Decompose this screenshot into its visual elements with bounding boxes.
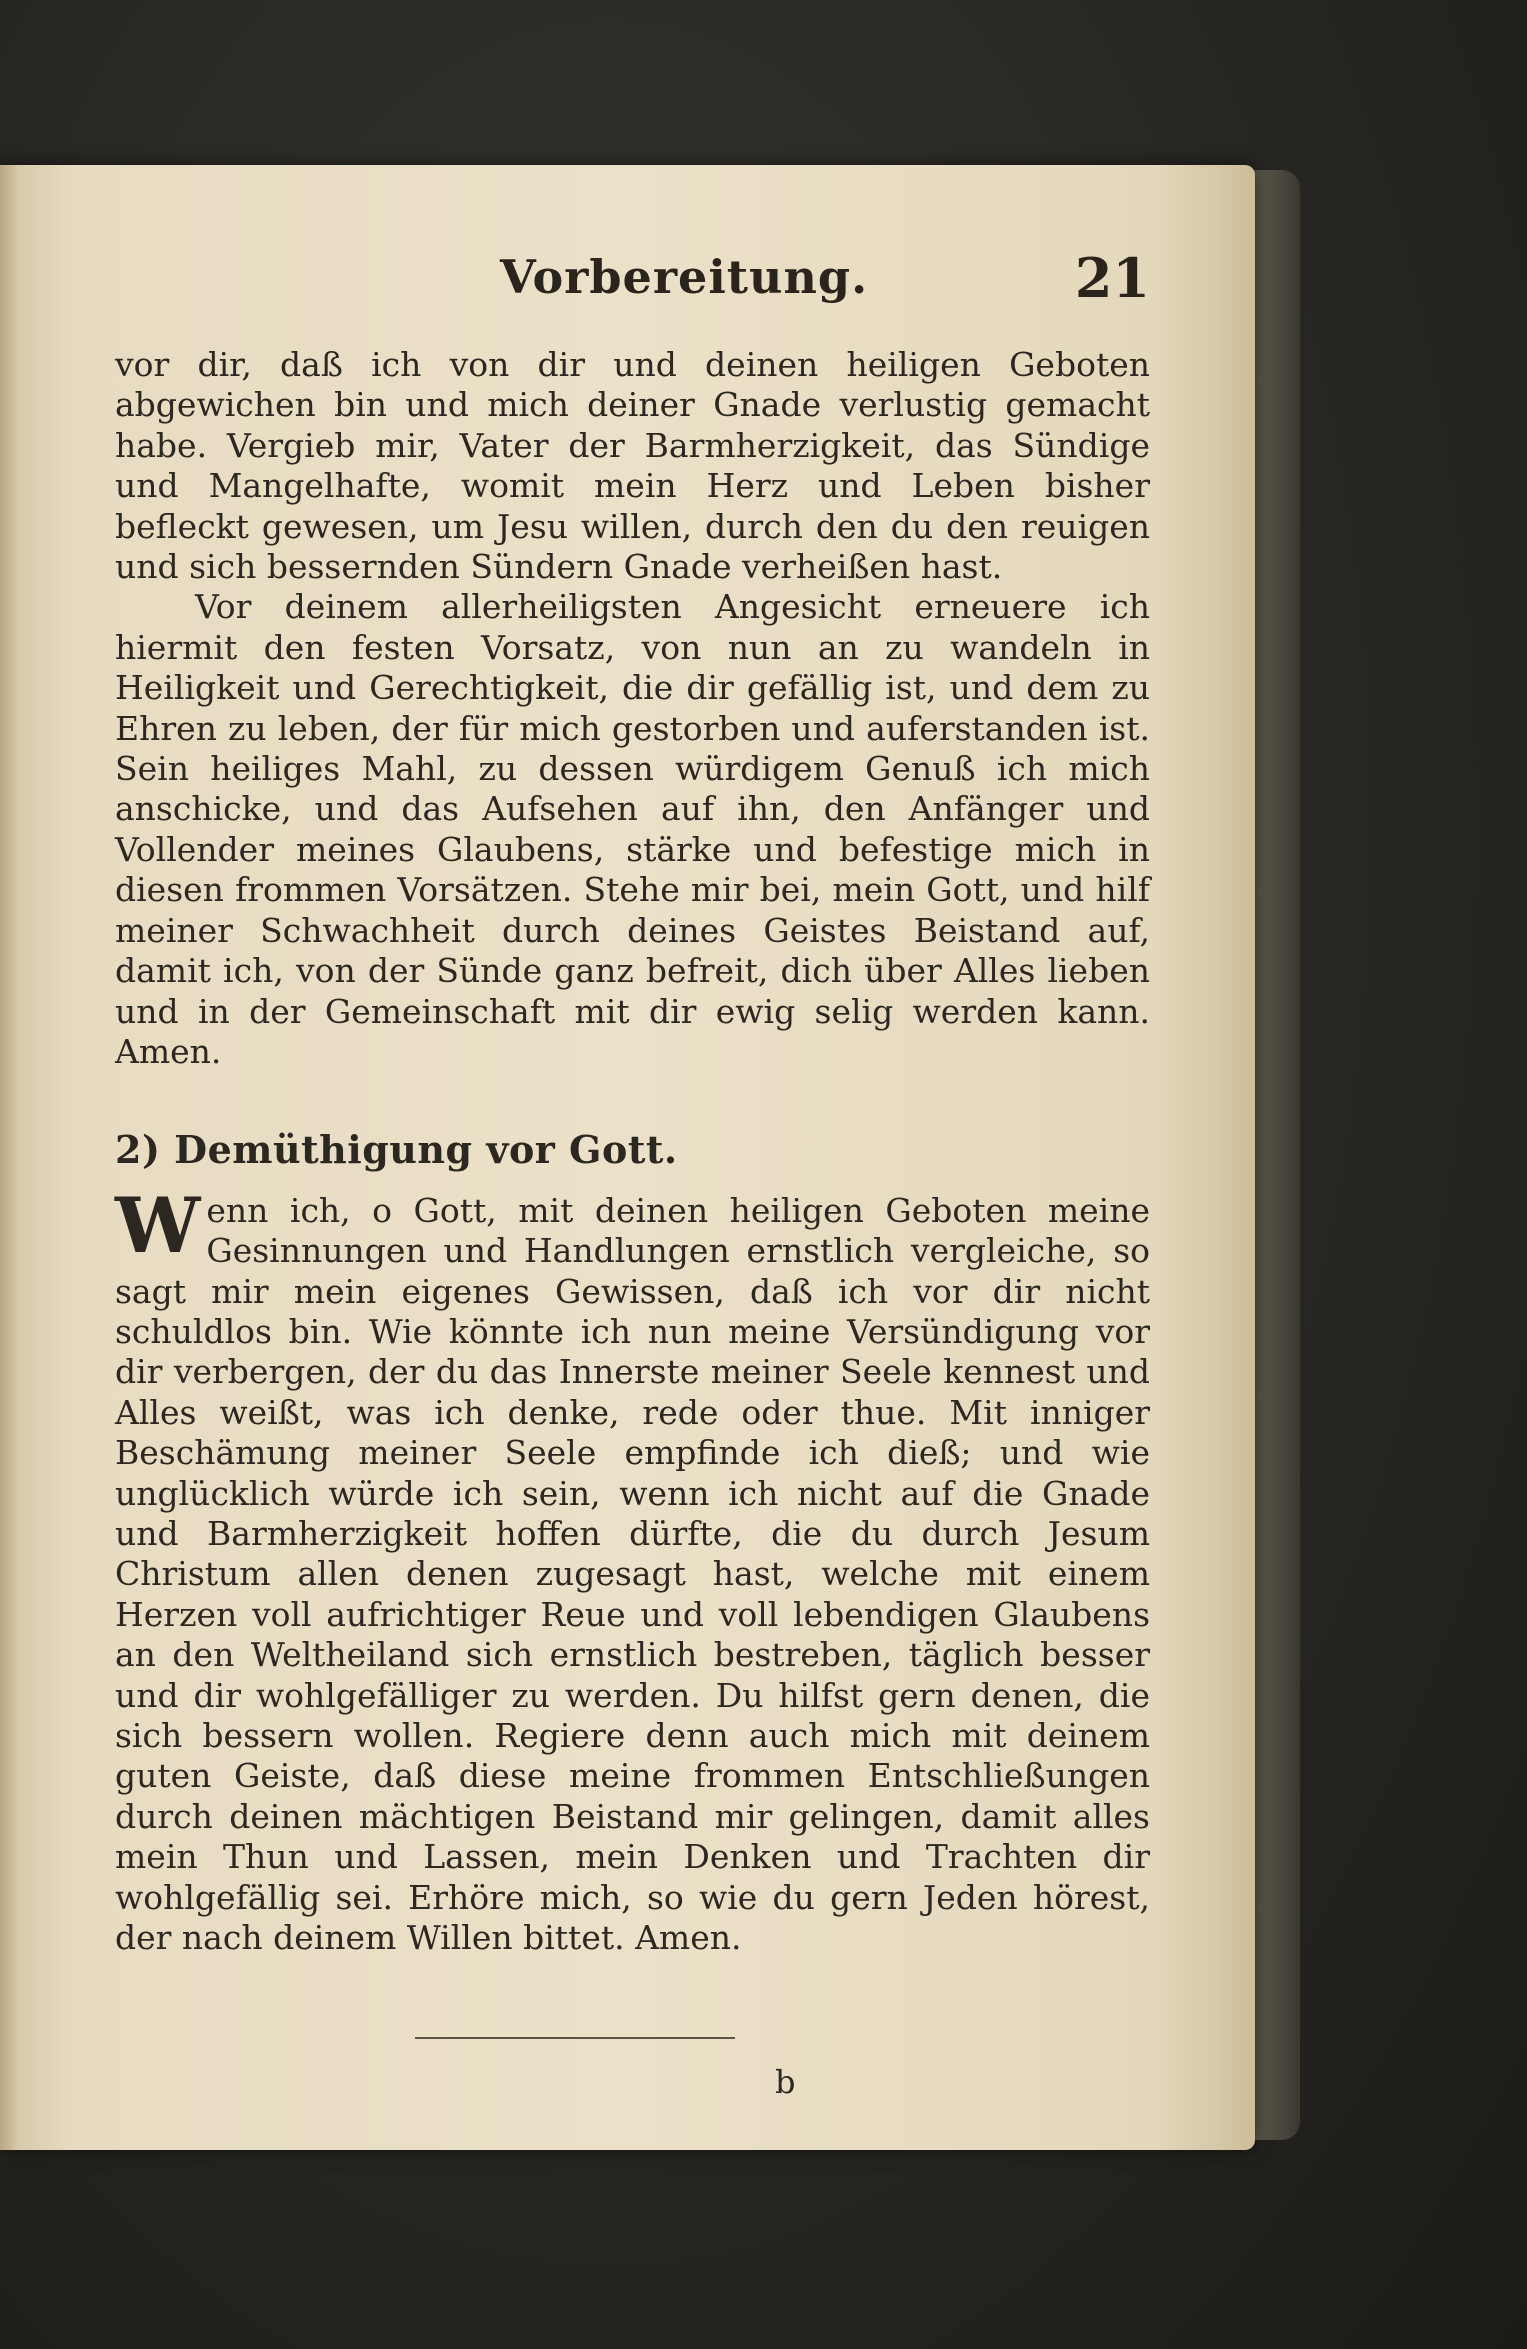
drop-cap: W [115,1180,201,1270]
paragraph-resolution: Vor deinem allerheiligsten Angesicht erneuere ich hiermit den festen Vorsatz, von nun an zu wandeln in Heiligkeit und Gerechtigkeit, die dir gefällig ist, und dem zu Ehren zu leben, der für mich gestorben und auferstanden ist. Sein heiliges Mahl, zu dessen würdigem Genuß ich mich anschicke, und das Aufsehen auf ihn, den Anfänger und Vollender meines Glaubens, stärke und befestige mich in diesen frommen Vorsätzen. Stehe mir bei, mein Gott, und hilf meiner Schwachheit durch deines Geistes Beistand auf, damit ich, von der Sünde ganz befreit, dich über Alles lieben und in der Gemeinschaft mit dir ewig selig werden kann. Amen. [115,587,1150,1071]
book-page [0,165,1255,2150]
paragraph-continuation: vor dir, daß ich von dir und deinen heiligen Geboten abgewichen bin und mich deiner Gnade verlustig gemacht habe. Vergieb mir, Vater der Barmherzigkeit, das Sündige und Mangelhafte, womit mein Herz und Leben bisher befleckt gewesen, um Jesu willen, durch den du den reuigen und sich bessernden Sündern Gnade verheißen hast. [115,345,1150,587]
page-header [120,246,1150,320]
section-body: enn ich, o Gott, mit deinen heiligen Geboten meine Gesinnungen und Handlungen ernstlich vergleiche, so sagt mir mein eigenes Gewissen, daß ich vor dir nicht schuldlos bin. Wie könnte ich nun meine Versündigung vor dir verbergen, der du das Innerste meiner Seele kennest und Alles weißt, was ich denke, rede oder thue. Mit inniger Beschämung meiner Seele empfinde ich dieß; und wie unglücklich würde ich sein, wenn ich nicht auf die Gnade und Barmherzigkeit hoffen dürfte, die du durch Jesum Christum allen denen zugesagt hast, welche mit einem Herzen voll aufrichtiger Reue und voll lebendigen Glaubens an den Weltheiland sich ernstlich bestreben, täglich besser und dir wohlgefälliger zu werden. Du hilfst gern denen, die sich bessern wollen. Regiere denn auch mich mit deinem guten Geiste, daß diese meine frommen Entschließungen durch deinen mächtigen Beistand mir gelingen, damit alles mein Thun und Lassen, mein Denken und Trachten dir wohlgefällig sei. Erhöre mich, so wie du gern Jeden hörest, der nach deinem Willen bittet. Amen. [115,1190,1150,1958]
page-number: 21 [1074,246,1150,310]
end-rule [415,2037,735,2039]
page-text [115,345,1150,1958]
section-paragraph [115,1180,1150,1959]
running-title: Vorbereitung. [500,250,869,304]
signature-mark: b [775,2063,796,2101]
section-heading: 2) Demüthigung vor Gott. [115,1127,678,1173]
